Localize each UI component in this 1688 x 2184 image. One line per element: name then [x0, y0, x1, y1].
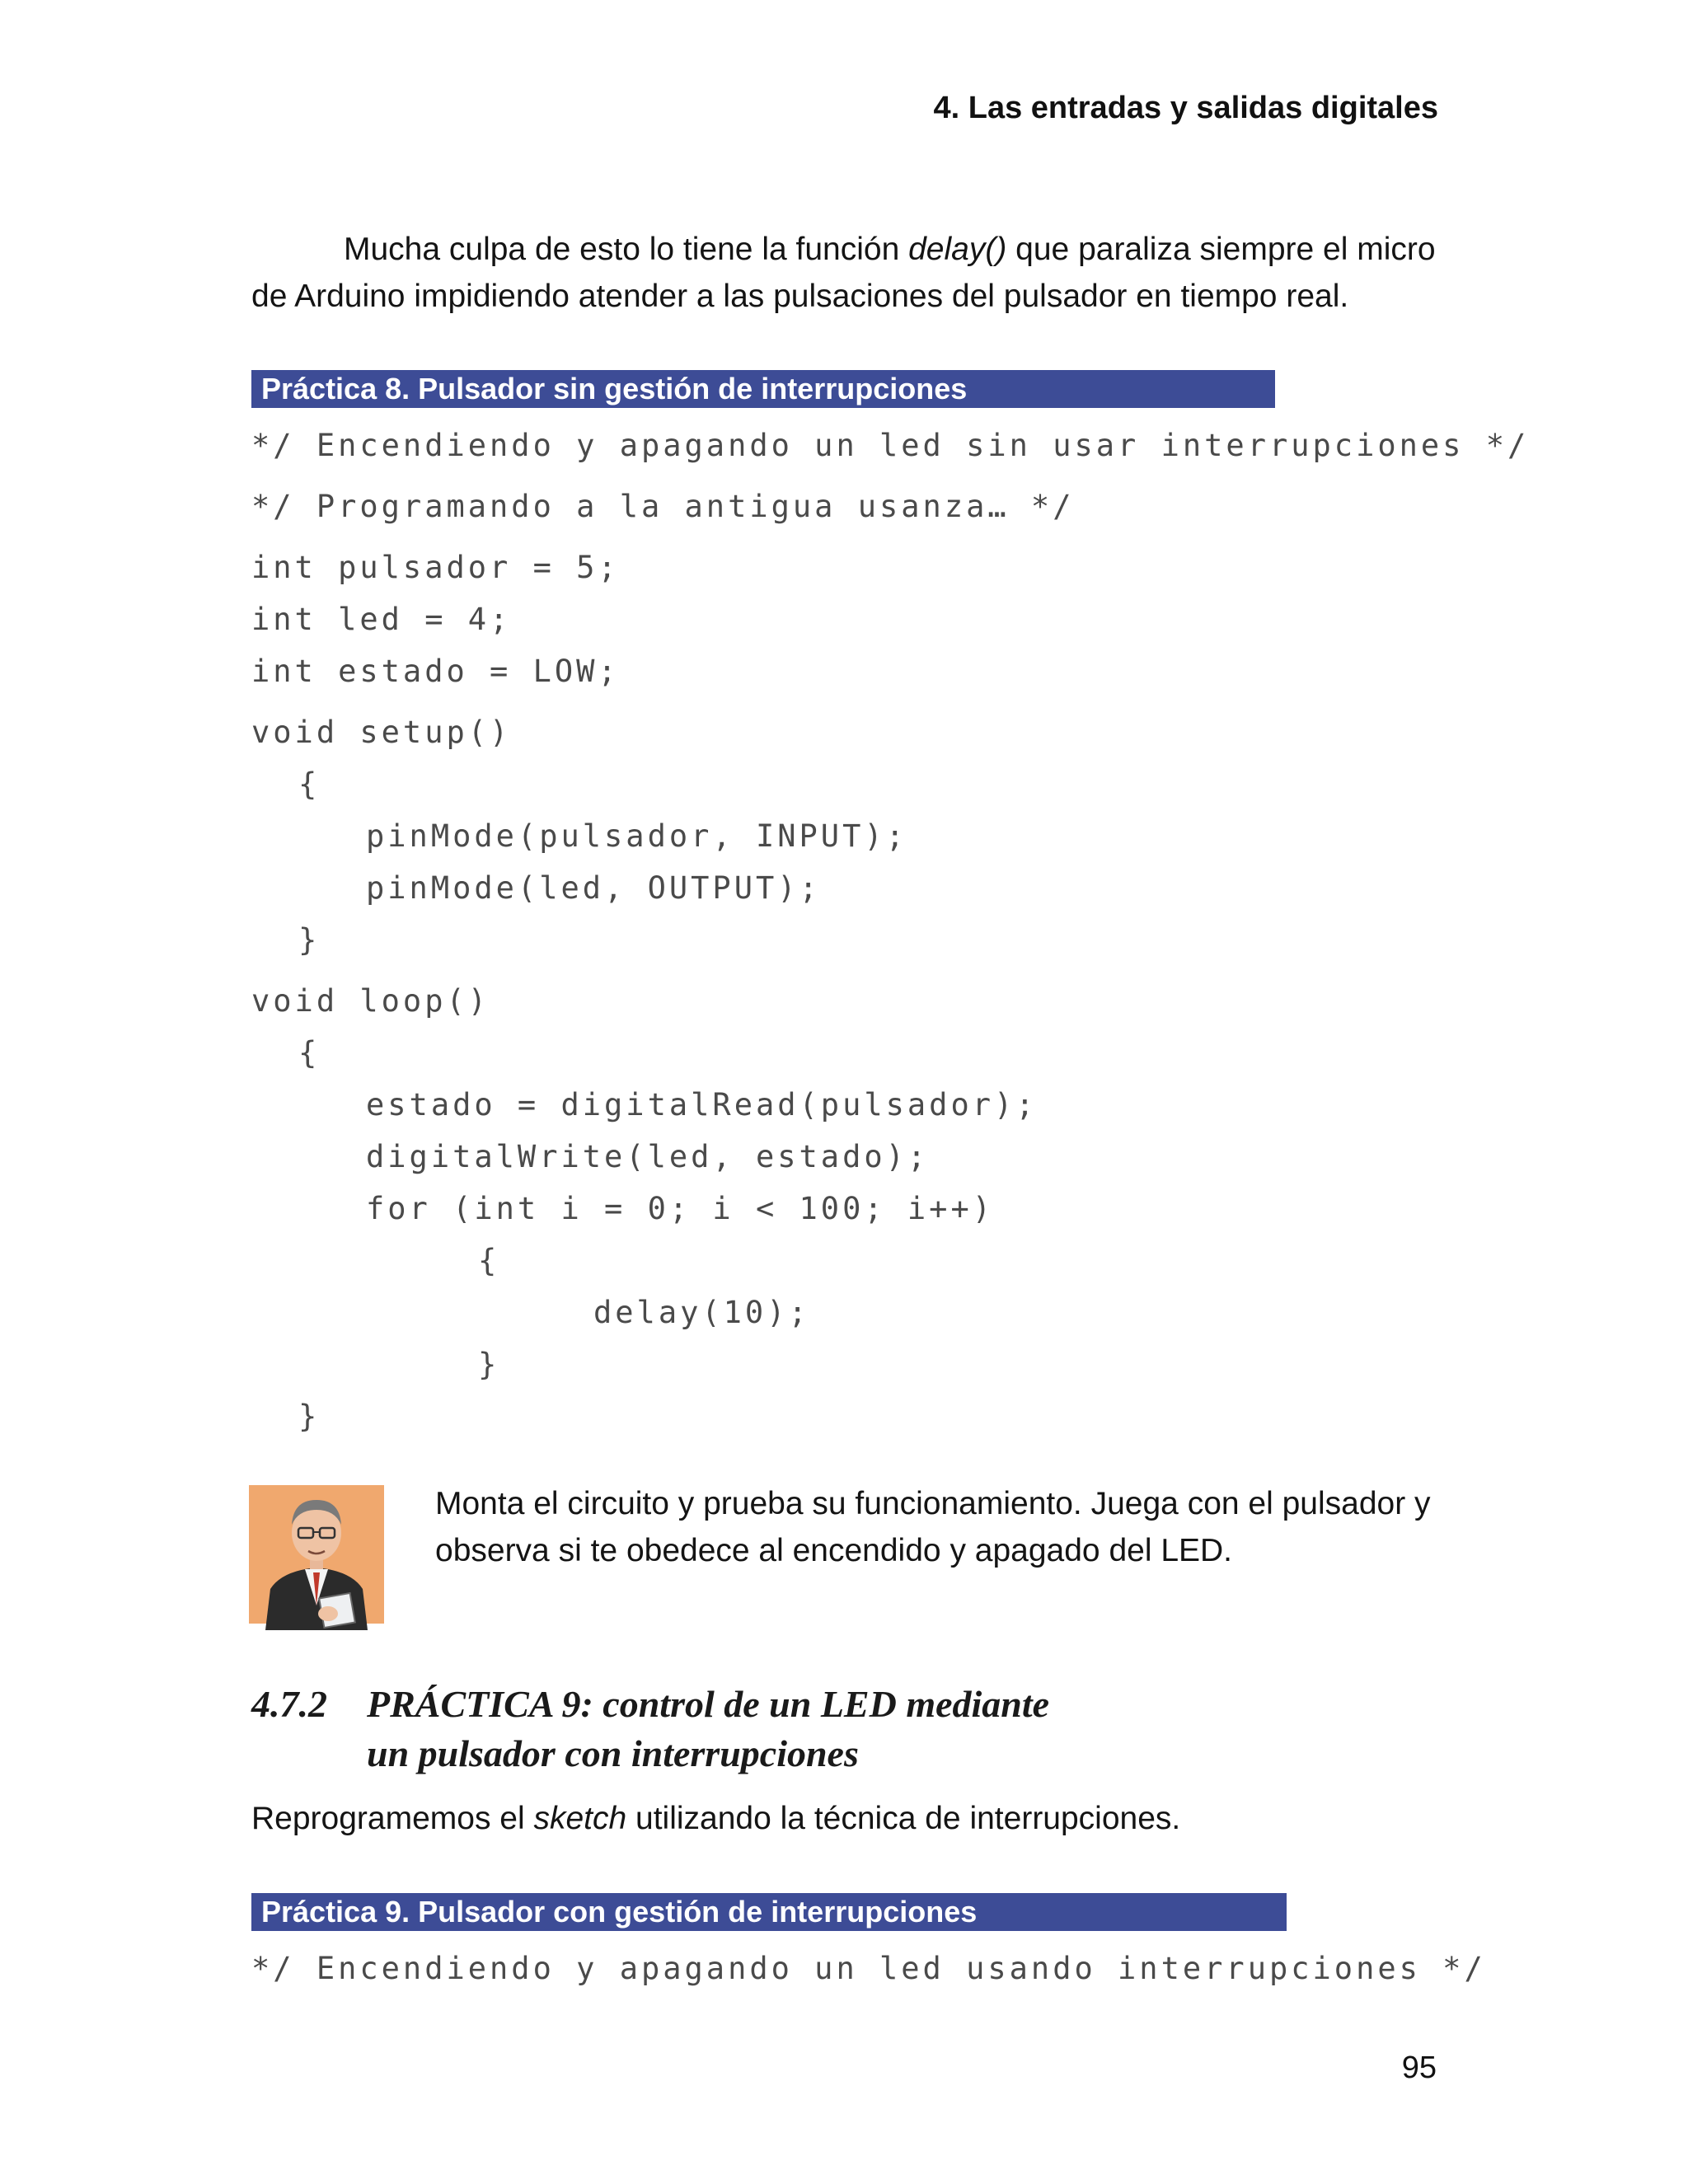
code-line: } [478, 1347, 500, 1382]
code-line: int pulsador = 5; [251, 550, 620, 585]
code-line: delay(10); [593, 1295, 810, 1330]
intro-paragraph [251, 226, 1438, 320]
practice-9-banner: Práctica 9. Pulsador con gestión de interrupciones [251, 1893, 1287, 1931]
practice-8-banner: Práctica 8. Pulsador sin gestión de interrupciones [251, 370, 1275, 408]
page-number: 95 [1401, 2050, 1437, 2085]
code-line: for (int i = 0; i < 100; i++) [366, 1191, 995, 1226]
intro-text-end: que paraliza siempre el micro de Arduino impidiendo atender a las pulsaciones del pulsador en tiempo real. [251, 232, 1436, 314]
sketch-text-start: Reprogramemos el [251, 1801, 534, 1836]
code-line: int estado = LOW; [251, 654, 620, 689]
section-number: 4.7.2 [251, 1683, 327, 1725]
sketch-paragraph [251, 1795, 1438, 1842]
section-title-line-2: un pulsador con interrupciones [367, 1732, 859, 1774]
code-line: */ Encendiendo y apagando un led sin usar interrupciones */ [251, 428, 1530, 463]
code-line: pinMode(led, OUTPUT); [366, 870, 821, 906]
intro-text-start: Mucha culpa de esto lo tiene la función [344, 232, 909, 267]
code-line: */ Encendiendo y apagando un led usando interrupciones */ [251, 1951, 1486, 1986]
code-line: digitalWrite(led, estado); [366, 1139, 930, 1174]
code-line: pinMode(pulsador, INPUT); [366, 818, 907, 854]
sketch-term: sketch [533, 1801, 627, 1836]
code-line: { [298, 1035, 321, 1071]
running-head: 4. Las entradas y salidas digitales [933, 91, 1438, 125]
code-line: */ Programando a la antigua usanza… */ [251, 489, 1075, 524]
code-line: } [298, 922, 321, 958]
code-line: void loop() [251, 983, 490, 1019]
code-line: { [298, 766, 321, 802]
code-line: } [298, 1399, 321, 1434]
section-heading [251, 1680, 1049, 1779]
code-line: { [478, 1243, 500, 1278]
code-line: int led = 4; [251, 602, 512, 637]
intro-function-name: delay() [908, 232, 1007, 267]
code-line: estado = digitalRead(pulsador); [366, 1087, 1038, 1122]
code-line: void setup() [251, 715, 512, 750]
section-title-line-1: PRÁCTICA 9: control de un LED mediante [367, 1683, 1050, 1725]
teacher-illustration [249, 1482, 384, 1630]
sketch-text-end: utilizando la técnica de interrupciones. [626, 1801, 1181, 1836]
exercise-note: Monta el circuito y prueba su funcionamiento. Juega con el pulsador y observa si te obedece al encendido y apagado del LED. [435, 1486, 1431, 1568]
